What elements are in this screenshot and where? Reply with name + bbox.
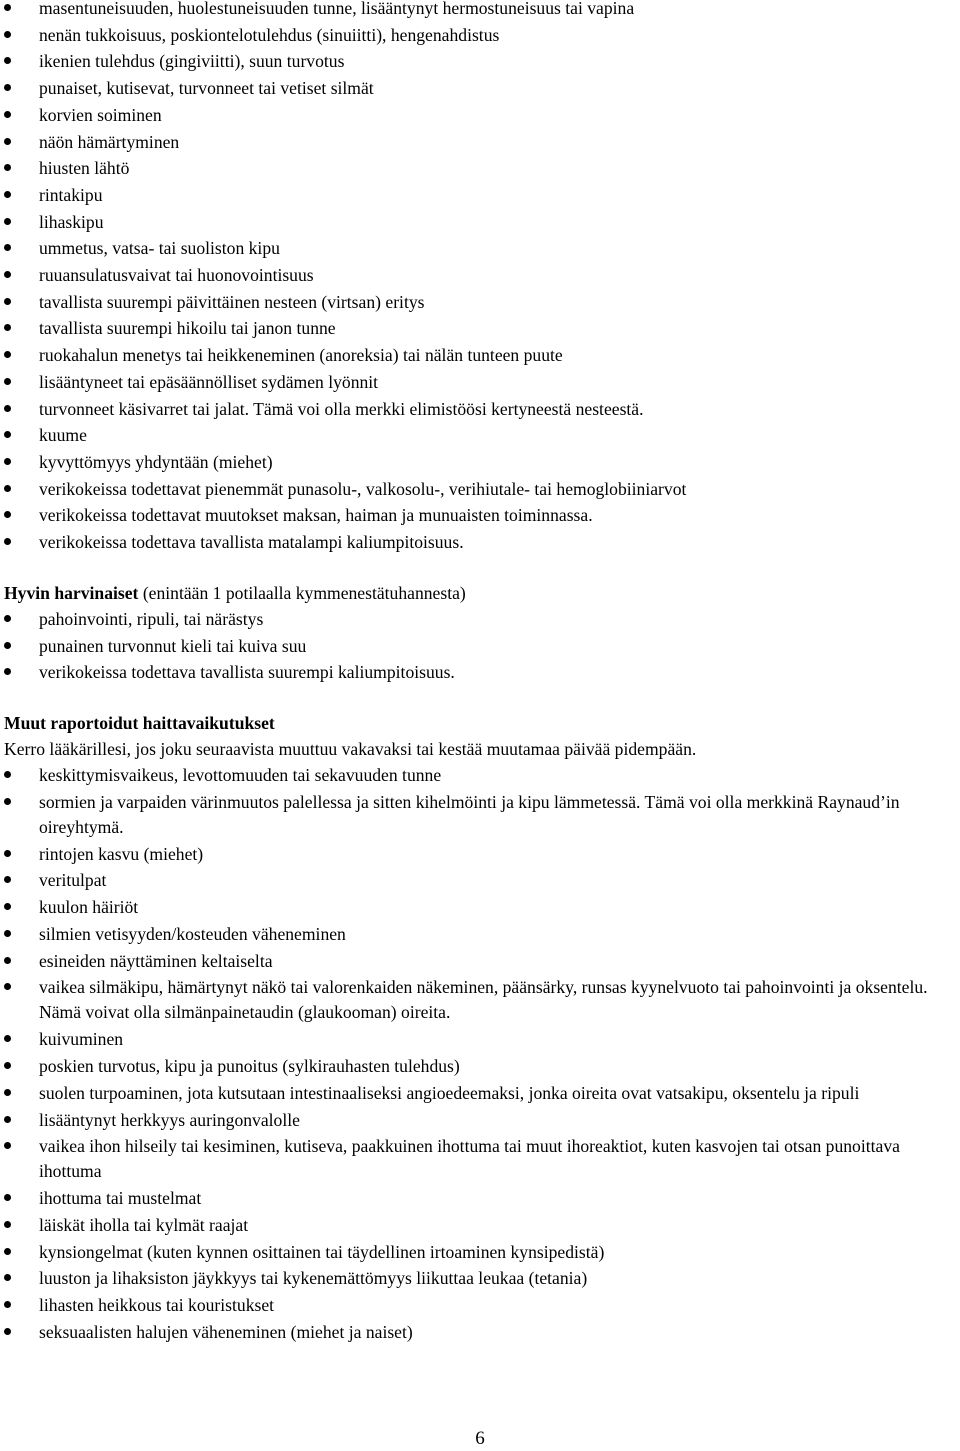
very-rare-heading-bold: Hyvin harvinaiset: [4, 583, 139, 603]
list-item: [0, 1319, 960, 1346]
list-item-text: poskien turvotus, kipu ja punoitus (sylkirauhasten tulehdus): [39, 1055, 460, 1076]
list-item: [0, 1239, 960, 1266]
list-item: [0, 974, 960, 1026]
other-reported-section: [0, 710, 960, 1346]
list-item-text: vaikea silmäkipu, hämärtynyt näkö tai valorenkaiden näkeminen, päänsärky, runsas kyynelvuoto tai pahoinvointi ja oksentelu. Nämä voivat olla silmänpainetaudin (glaukooman) oireita.: [39, 977, 928, 1023]
bullet-icon: [4, 538, 11, 545]
very-rare-section: [0, 580, 960, 686]
list-item-text: kuume: [39, 425, 87, 446]
list-item-text: tavallista suurempi päivittäinen nesteen (virtsan) eritys: [39, 291, 425, 312]
list-item: [0, 75, 960, 102]
list-item-text: verikokeissa todettavat pienemmät punasolu-, valkosolu-, verihiutale- tai hemoglobiiniarvot: [39, 478, 687, 499]
list-item-text: ikenien tulehdus (gingiviitti), suun turvotus: [39, 51, 345, 72]
list-item: [0, 606, 960, 633]
list-item: [0, 1026, 960, 1053]
list-item: [0, 529, 960, 556]
very-rare-heading-rest: (enintään 1 potilaalla kymmenestätuhannesta): [138, 583, 466, 603]
list-item: [0, 1133, 960, 1185]
list-item: [0, 1080, 960, 1107]
list-item-text: keskittymisvaikeus, levottomuuden tai sekavuuden tunne: [39, 765, 442, 785]
page-number: 6: [475, 1428, 485, 1449]
list-item: [0, 369, 960, 396]
list-item-text: kyvyttömyys yhdyntään (miehet): [39, 451, 273, 472]
bullet-icon: [4, 1142, 11, 1149]
bullet-icon: [4, 615, 11, 622]
bullet-icon: [4, 1035, 11, 1042]
list-item: [0, 289, 960, 316]
list-item: [0, 502, 960, 529]
bullet-icon: [4, 111, 11, 118]
bullet-icon: [4, 431, 11, 438]
bullet-icon: [4, 378, 11, 385]
list-item: [0, 449, 960, 476]
bullet-icon: [4, 1248, 11, 1255]
bullet-icon: [4, 876, 11, 883]
list-item-text: sormien ja varpaiden värinmuutos palellessa ja sitten kihelmöinti ja kipu lämmetessä. Tämä voi olla merkkinä Raynaud’in oireyhtymä.: [39, 791, 900, 837]
bullet-icon: [4, 84, 11, 91]
list-item-text: kynsiongelmat (kuten kynnen osittainen tai täydellinen irtoaminen kynsipedistä): [39, 1241, 605, 1262]
list-item: [0, 129, 960, 156]
bullet-icon: [4, 957, 11, 964]
other-reported-heading-bold: Muut raportoidut haittavaikutukset: [4, 713, 275, 733]
list-item-text: luuston ja lihaksiston jäykkyys tai kykenemättömyys liikuttaa leukaa (tetania): [39, 1268, 588, 1289]
list-item-text: nenän tukkoisuus, poskiontelotulehdus (sinuiitti), hengenahdistus: [39, 24, 500, 45]
list-item-text: seksuaalisten halujen väheneminen (miehet ja naiset): [39, 1321, 413, 1342]
list-item-text: lihasten heikkous tai kouristukset: [39, 1295, 275, 1316]
bullet-icon: [4, 771, 11, 778]
list-item-text: ihottuma tai mustelmat: [39, 1188, 202, 1209]
list-item: [0, 102, 960, 129]
bullet-icon: [4, 1301, 11, 1308]
list-item-text: korvien soiminen: [39, 104, 162, 125]
list-item-text: verikokeissa todettava tavallista suurempi kaliumpitoisuus.: [39, 662, 455, 683]
list-item-text: vaikea ihon hilseily tai kesiminen, kutiseva, paakkuinen ihottuma tai muut ihoreaktiot, kuten kasvojen tai otsan punoittava ihottuma: [39, 1136, 900, 1182]
list-item-text: ruokahalun menetys tai heikkeneminen (anoreksia) tai nälän tunteen puute: [39, 345, 563, 366]
bullet-icon: [4, 244, 11, 251]
list-item: [0, 762, 960, 789]
bullet-icon: [4, 218, 11, 225]
bullet-icon: [4, 271, 11, 278]
bullet-icon: [4, 798, 11, 805]
list-item-text: verikokeissa todettavat muutokset maksan, haiman ja munuaisten toiminnassa.: [39, 505, 593, 526]
common-side-effects-list: [0, 0, 960, 556]
bullet-icon: [4, 511, 11, 518]
other-reported-heading: [0, 710, 960, 736]
list-item-text: rintakipu: [39, 184, 103, 205]
list-item: [0, 841, 960, 868]
other-reported-intro: Kerro lääkärillesi, jos joku seuraavista muuttuu vakavaksi tai kestää muutamaa päivää pidempään.: [4, 739, 697, 759]
list-item-text: lihaskipu: [39, 211, 104, 232]
very-rare-heading: [0, 580, 960, 606]
list-item: [0, 1265, 960, 1292]
list-item: [0, 315, 960, 342]
list-item: [0, 155, 960, 182]
list-item-text: ruuansulatusvaivat tai huonovointisuus: [39, 265, 314, 286]
bullet-icon: [4, 485, 11, 492]
list-item: [0, 1107, 960, 1134]
list-item: [0, 235, 960, 262]
list-item: [0, 209, 960, 236]
bullet-icon: [4, 850, 11, 857]
other-reported-list: [0, 762, 960, 1346]
list-item-text: veritulpat: [39, 870, 107, 891]
list-item: [0, 396, 960, 423]
list-item: [0, 867, 960, 894]
bullet-icon: [4, 1116, 11, 1123]
bullet-icon: [4, 930, 11, 937]
list-item-text: läiskät iholla tai kylmät raajat: [39, 1215, 249, 1236]
list-item: [0, 262, 960, 289]
list-item: [0, 476, 960, 503]
list-item-text: kuulon häiriöt: [39, 897, 139, 918]
bullet-icon: [4, 1194, 11, 1201]
list-item-text: lisääntyneet tai epäsäännölliset sydämen lyönnit: [39, 371, 379, 392]
list-item: [0, 948, 960, 975]
bullet-icon: [4, 668, 11, 675]
list-item-text: suolen turpoaminen, jota kutsutaan intestinaaliseksi angioedeemaksi, jonka oireita ovat vatsakipu, oksentelu ja ripuli: [39, 1082, 860, 1103]
list-item-text: ummetus, vatsa- tai suoliston kipu: [39, 238, 280, 259]
list-item: [0, 894, 960, 921]
list-item-text: verikokeissa todettava tavallista matalampi kaliumpitoisuus.: [39, 532, 464, 553]
list-item-text: kuivuminen: [39, 1029, 124, 1050]
bullet-icon: [4, 4, 11, 11]
bullet-icon: [4, 1089, 11, 1096]
list-item: [0, 182, 960, 209]
list-item-text: rintojen kasvu (miehet): [39, 843, 204, 864]
list-item: [0, 633, 960, 660]
bullet-icon: [4, 983, 11, 990]
list-item: [0, 789, 960, 841]
bullet-icon: [4, 405, 11, 412]
list-item: [0, 921, 960, 948]
list-item: [0, 1212, 960, 1239]
bullet-icon: [4, 57, 11, 64]
bullet-icon: [4, 164, 11, 171]
list-item-text: punainen turvonnut kieli tai kuiva suu: [39, 635, 307, 656]
bullet-icon: [4, 1274, 11, 1281]
list-item-text: tavallista suurempi hikoilu tai janon tunne: [39, 318, 336, 339]
bullet-icon: [4, 1328, 11, 1335]
list-item: [0, 1053, 960, 1080]
list-item-text: esineiden näyttäminen keltaiselta: [39, 950, 273, 971]
list-item: [0, 342, 960, 369]
bullet-icon: [4, 642, 11, 649]
list-item-text: näön hämärtyminen: [39, 131, 180, 152]
list-item-text: lisääntynyt herkkyys auringonvalolle: [39, 1109, 300, 1130]
list-item: [0, 422, 960, 449]
list-item-text: silmien vetisyyden/kosteuden väheneminen: [39, 923, 346, 944]
bullet-icon: [4, 191, 11, 198]
bullet-icon: [4, 1221, 11, 1228]
list-item: [0, 22, 960, 49]
list-item: [0, 0, 960, 22]
bullet-icon: [4, 903, 11, 910]
list-item-text: turvonneet käsivarret tai jalat. Tämä voi olla merkki elimistöösi kertyneestä nesteestä.: [39, 398, 644, 419]
list-item-text: masentuneisuuden, huolestuneisuuden tunne, lisääntynyt hermostuneisuus tai vapina: [39, 0, 635, 18]
list-item: [0, 1292, 960, 1319]
bullet-icon: [4, 1062, 11, 1069]
bullet-icon: [4, 351, 11, 358]
list-item-text: punaiset, kutisevat, turvonneet tai vetiset silmät: [39, 78, 374, 99]
bullet-icon: [4, 31, 11, 38]
list-item: [0, 659, 960, 686]
bullet-icon: [4, 458, 11, 465]
list-item: [0, 1185, 960, 1212]
list-item-text: hiusten lähtö: [39, 158, 130, 179]
list-item-text: pahoinvointi, ripuli, tai närästys: [39, 609, 264, 629]
bullet-icon: [4, 324, 11, 331]
very-rare-list: [0, 606, 960, 686]
bullet-icon: [4, 138, 11, 145]
list-item: [0, 48, 960, 75]
bullet-icon: [4, 298, 11, 305]
